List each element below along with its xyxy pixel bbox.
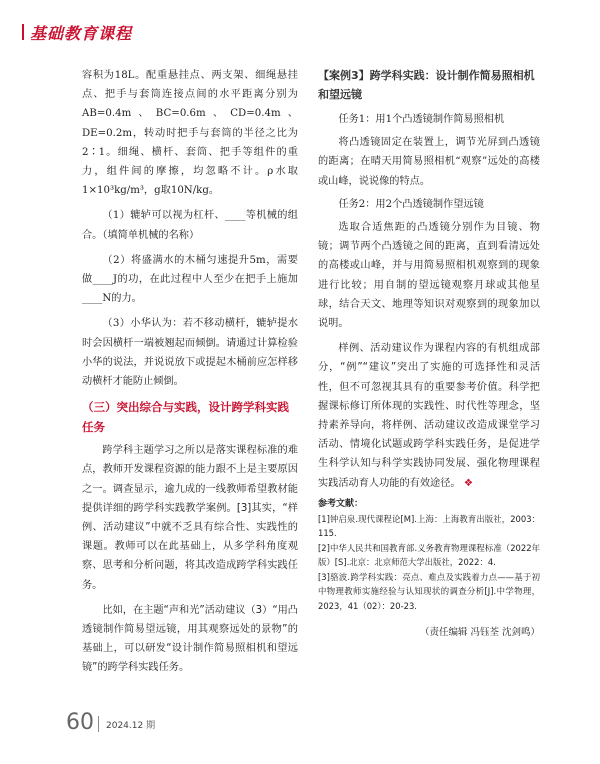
- question-3: （3）小华认为：若不移动横杆，辘轳提水时会因横杆一端被翘起而倾倒。请通过计算检验小华的说法，并说说放下或提起木桶前应怎样移动横杆才能防止倾倒。: [82, 318, 298, 388]
- page-header: [0, 0, 600, 50]
- body-paragraph: 跨学科主题学习之所以是落实课程标准的难点，教师开发课程资源的能力跟不上是主要原因之一。调查显示，逾九成的一线教师希望教材能提供详细的跨学科实践教学案例。[3]其实，“样例、活动建议”中就不乏具有综合性、实践性的课题。教师可以在此基础上，从多学科角度观察、思考和分析问题，将其改造成跨学科实践任务。: [82, 445, 298, 591]
- conclusion-text: 样例、活动建议作为课程内容的有机组成部分，“例”“建议”突出了实施的可选择性和灵活性，但不可忽视其具有的重要参考价值。科学把握课标修订所体现的实践性、时代性等理念，坚持素养导向，将样例、活动建议改造成课堂学习活动、情境化试题或跨学科实践任务，是促进学生科学认知与科学实践协同发展、强化物理课程实践活动育人功能的有效途径。: [318, 343, 540, 489]
- task-2-title: 任务2：用2个凸透镜制作望远镜: [338, 198, 484, 210]
- footer-divider: [98, 716, 99, 732]
- task-2-body: 选取合适焦距的凸透镜分别作为目镜、物镜；调节两个凸透镜之间的距离，直到看清远处的高楼或山峰，并与用简易照相机观察到的现象进行比较；用自制的望远镜观察月球或其他星球，结合天文、地理等知识对观察到的现象加以说明。: [318, 222, 540, 330]
- journal-title: 基础教育课程: [30, 24, 133, 43]
- references-title: 参考文献：: [318, 498, 364, 509]
- body-paragraph: 比如，在主题“声和光”活动建议（3）“用凸透镜制作简易望远镜，用其观察远处的景物”的基础上，可以研发“设计制作简易照相机和望远镜”的跨学科实践任务。: [82, 604, 298, 674]
- end-mark-icon: ❖: [463, 477, 474, 489]
- reference-item: [1]钟启泉.现代课程论[M].上海：上海教育出版社，2003：115.: [318, 513, 540, 539]
- issue-label: 2024.12 期: [106, 721, 156, 731]
- header-rule: [22, 24, 24, 40]
- reference-item: [3]骆波.跨学科实践：亮点、难点及实践着力点——基于初中物理教师实施经验与认知现状的调查分析[J].中学物理，2023，41（02）：20-23.: [318, 571, 540, 611]
- problem-intro: 容积为18L。配重悬挂点、两支架、细绳悬挂点、把手与套筒连接点间的水平距离分别为AB=0.4m、BC=0.6m、CD=0.4m、DE=0.2m，转动时把手与套筒的半径之比为2∶1。细绳、横杆、套筒、把手等组件的重力，组件间的摩擦，均忽略不计。ρ水取1×10³kg/m³，g取10N/kg。: [82, 70, 298, 197]
- section-heading: （三）突出综合与实践，设计跨学科实践任务: [82, 400, 289, 435]
- body-paragraph: [318, 339, 540, 493]
- question-2: （2）将盛满水的木桶匀速提升5m，需要做____J的功，在此过程中人至少在把手上施加____N的力。: [82, 254, 298, 305]
- task-1-body: 将凸透镜固定在装置上，调节光屏到凸透镜的距离；在晴天用简易照相机“观察”远处的高楼或山峰，说说像的特点。: [318, 137, 540, 187]
- question-1: （1）辘轳可以视为杠杆、____等机械的组合。（填简单机械的名称）: [82, 210, 298, 241]
- reference-item: [2]中华人民共和国教育部.义务教育物理课程标准（2022年版）[S].北京：北京师范大学出版社，2022：4.: [318, 542, 540, 568]
- case-heading: 【案例3】跨学科实践：设计制作简易照相机和望远镜: [318, 69, 535, 101]
- page-number: 60: [66, 710, 94, 735]
- task-1-title: 任务1：用1个凸透镜制作简易照相机: [338, 114, 505, 125]
- editor-credit: （责任编辑 冯钰荃 沈剑鸣）: [419, 627, 540, 639]
- left-column: [82, 66, 298, 678]
- right-column: [318, 66, 540, 643]
